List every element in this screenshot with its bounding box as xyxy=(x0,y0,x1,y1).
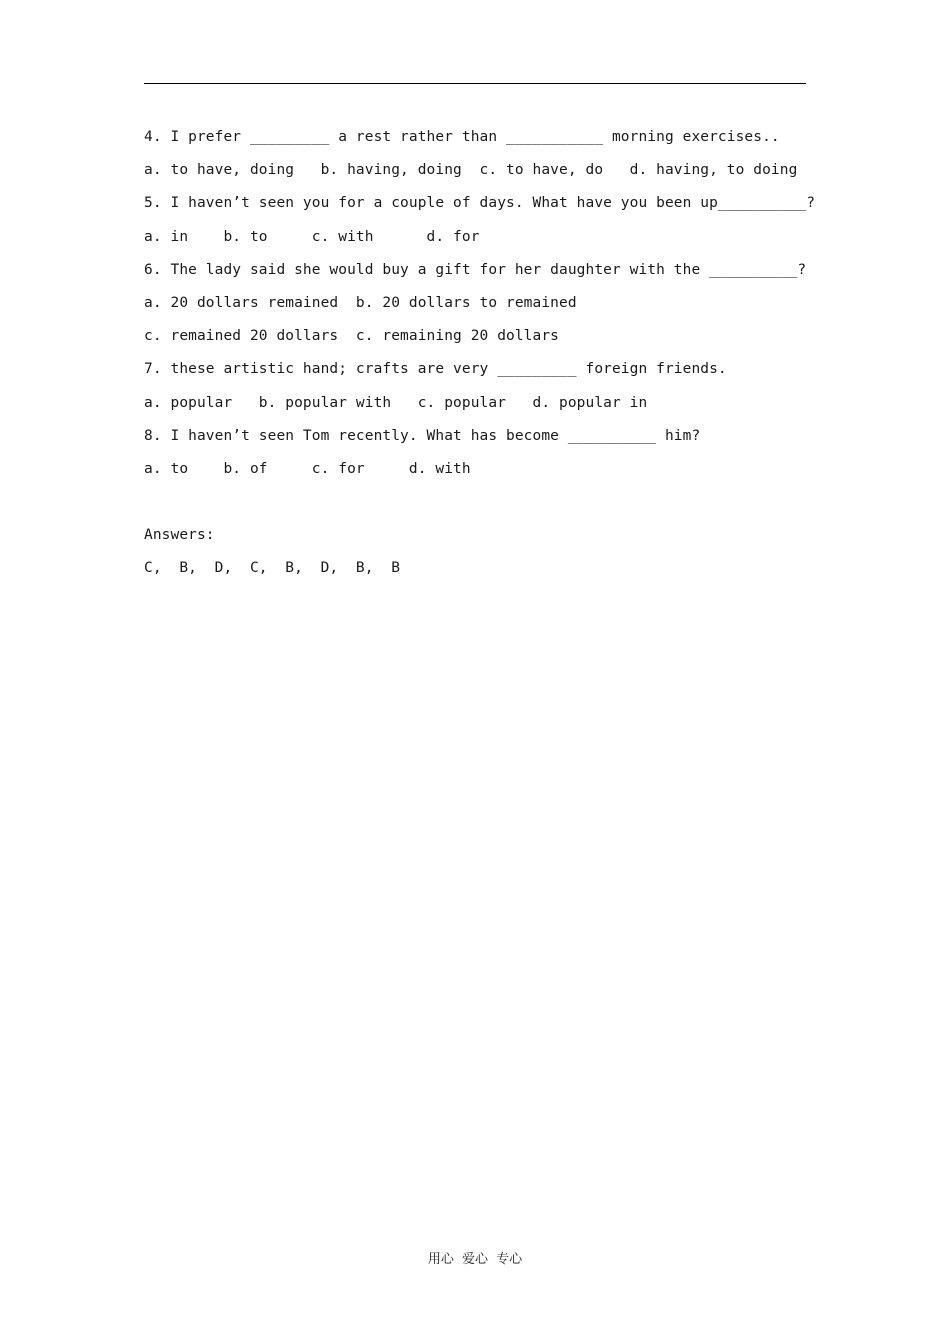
question-options: a. in b. to c. with d. for xyxy=(144,228,480,245)
question-options: a. 20 dollars remained b. 20 dollars to remained xyxy=(144,294,577,311)
question-5 xyxy=(144,190,816,256)
section-gap xyxy=(144,489,806,522)
answers-label: Answers: xyxy=(144,527,215,544)
question-options: a. to have, doing b. having, doing c. to have, do d. having, to doing xyxy=(144,162,798,179)
page-footer: 用心 爱心 专心 xyxy=(427,1252,523,1267)
answers-values: C, B, D, C, B, D, B, B xyxy=(144,560,401,577)
question-4 xyxy=(144,124,806,190)
answers-section xyxy=(144,522,806,588)
question-6 xyxy=(144,257,806,357)
question-stem: 4. I prefer _________ a rest rather than ___________ morning exercises.. xyxy=(144,129,780,145)
question-options: a. to b. of c. for d. with xyxy=(144,460,471,477)
question-options: c. remained 20 dollars c. remaining 20 dollars xyxy=(144,328,559,345)
question-7 xyxy=(144,356,806,422)
question-stem: 7. these artistic hand; crafts are very _________ foreign friends. xyxy=(144,361,727,378)
question-options: a. popular b. popular with c. popular d. popular in xyxy=(144,394,648,411)
question-stem: 5. I haven’t seen you for a couple of days. What have you been up__________? xyxy=(144,195,816,212)
document-body xyxy=(144,124,816,589)
question-stem: 8. I haven’t seen Tom recently. What has become __________ him? xyxy=(144,427,701,444)
question-8 xyxy=(144,423,806,489)
header-rule xyxy=(144,83,806,84)
question-stem: 6. The lady said she would buy a gift for her daughter with the __________? xyxy=(144,261,807,278)
